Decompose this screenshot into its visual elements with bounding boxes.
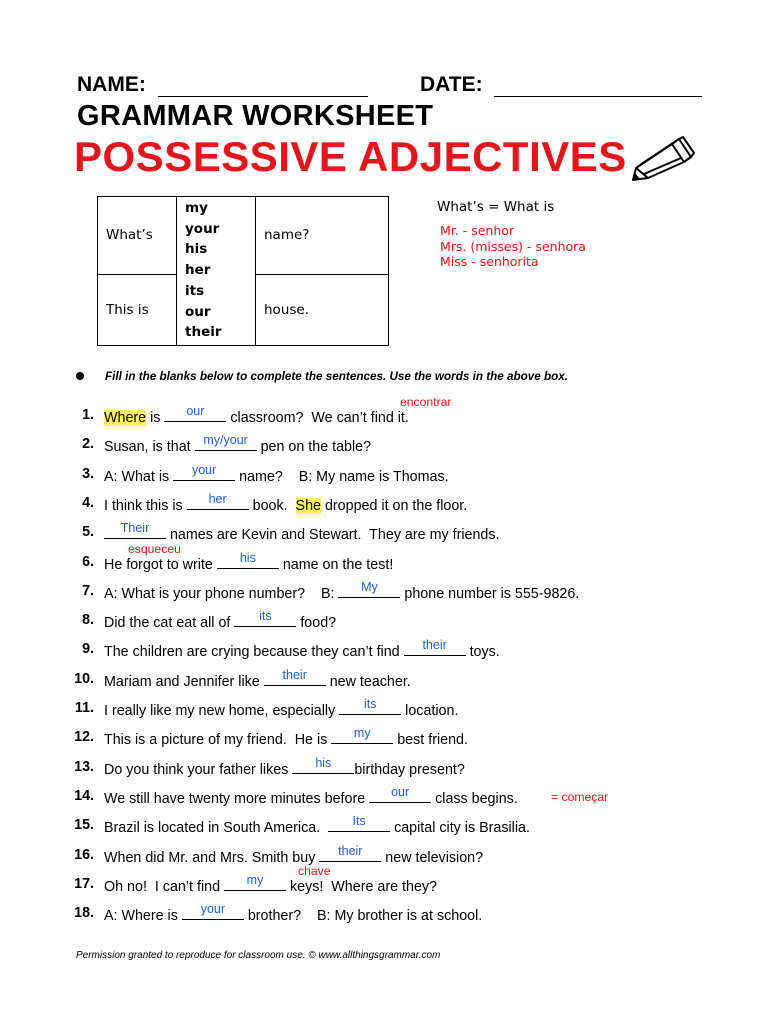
- handwritten-answer: its: [259, 609, 272, 624]
- worksheet-subtitle: POSSESSIVE ADJECTIVES: [74, 133, 627, 180]
- question-text: [104, 638, 500, 661]
- sentence-end: brother? B: My brother is at school.: [243, 908, 483, 925]
- highlighted-word: She: [295, 497, 321, 514]
- sentence-start: Mariam and Jennifer like: [104, 673, 264, 690]
- sentence-start: Susan, is that: [104, 439, 195, 456]
- question-text: [104, 609, 337, 632]
- question-number: 5.: [82, 524, 94, 541]
- handwritten-answer: its: [363, 697, 377, 711]
- answer-blank[interactable]: [292, 755, 354, 774]
- answer-blank[interactable]: [164, 404, 226, 422]
- handwritten-answer: Its: [352, 814, 366, 829]
- red-note: Mr. - senhor: [440, 223, 515, 238]
- sentence-end: new teacher.: [325, 673, 411, 690]
- sentence-start: Oh no! I can’t find: [104, 878, 225, 895]
- question-number: 2.: [82, 436, 94, 453]
- answer-blank[interactable]: [339, 697, 401, 715]
- question-number: 14.: [74, 787, 94, 804]
- answer-blank[interactable]: [217, 550, 279, 569]
- handwritten-answer: our: [391, 784, 410, 799]
- question-text: [104, 902, 483, 925]
- handwritten-answer: your: [191, 462, 217, 477]
- bullet: [76, 372, 84, 380]
- word-item: her: [185, 262, 211, 279]
- question-number: 3.: [82, 465, 94, 482]
- date-line: [494, 76, 702, 97]
- question-number: 15.: [74, 817, 94, 834]
- handwritten-answer: their: [338, 843, 363, 858]
- sentence-start: This is a picture of my friend. He is: [104, 732, 332, 749]
- name-line: [158, 76, 368, 97]
- question-row: [0, 726, 768, 749]
- sentence-start: A: What is your phone number? B:: [104, 585, 339, 602]
- question-number: 10.: [74, 670, 94, 687]
- answer-blank[interactable]: [187, 491, 249, 510]
- sentence-start: I really like my new home, especially: [104, 703, 340, 719]
- question-text: [104, 579, 580, 602]
- pencil-icon: [632, 134, 696, 182]
- whats-note: What’s = What is: [437, 199, 555, 215]
- handwritten-answer: my: [246, 872, 264, 887]
- sentence-end: food?: [296, 615, 337, 632]
- highlighted-word: Where: [104, 410, 147, 426]
- date-label: DATE:: [420, 73, 483, 96]
- sentence-start: Do you think your father likes: [104, 761, 293, 778]
- word-item: its: [185, 282, 205, 299]
- handwritten-answer: their: [422, 638, 447, 653]
- question-text: [104, 843, 484, 866]
- answer-blank[interactable]: [264, 667, 326, 686]
- question-text: [104, 872, 437, 895]
- table-cell-house: house.: [256, 274, 389, 345]
- red-note: Mrs. (misses) - senhora: [440, 238, 586, 254]
- answer-blank[interactable]: [195, 433, 257, 451]
- sentence-end: name on the test!: [278, 556, 394, 573]
- answer-blank[interactable]: [404, 638, 466, 656]
- question-row: [0, 404, 768, 427]
- sentence-start: A: What is: [104, 468, 174, 485]
- sentence-end: names are Kevin and Stewart. They are my friends.: [166, 527, 500, 544]
- handwritten-answer: his: [239, 550, 256, 565]
- sentence-end: new television?: [381, 849, 484, 866]
- question-number: 13.: [74, 758, 94, 775]
- question-number: 17.: [74, 875, 94, 892]
- question-row: [0, 872, 768, 896]
- sentence-end: phone number is 555-9826.: [400, 585, 580, 602]
- sentence-end: pen on the table?: [256, 439, 372, 456]
- worksheet-title: GRAMMAR WORKSHEET: [77, 100, 434, 132]
- question-row: [0, 638, 768, 661]
- word-item: your: [185, 220, 220, 237]
- sentence-start: When did Mr. and Mrs. Smith buy: [104, 849, 320, 866]
- sentence-start: He forgot to write: [104, 556, 217, 573]
- sentence-end: class begins.: [431, 790, 518, 807]
- sentence-start: A: Where is: [104, 908, 182, 925]
- question-number: 1.: [82, 407, 94, 423]
- handwritten-answer: Their: [120, 521, 150, 536]
- annotation-encontrar: encontrar: [400, 395, 452, 409]
- date-field: [420, 73, 702, 97]
- answer-blank[interactable]: [328, 814, 390, 832]
- question-text: [104, 404, 409, 426]
- question-number: 16.: [74, 846, 94, 863]
- answer-blank[interactable]: [234, 609, 296, 627]
- question-text: [104, 726, 468, 749]
- answer-blank[interactable]: [224, 872, 286, 891]
- question-row: [0, 433, 768, 456]
- answer-blank[interactable]: [173, 462, 235, 481]
- handwritten-answer: his: [315, 755, 332, 770]
- annotation-esqueceu: esqueceu: [128, 542, 181, 556]
- sentence-end: keys! Where are they?: [286, 878, 437, 895]
- question-number: 9.: [82, 641, 94, 658]
- question-number: 8.: [82, 612, 94, 629]
- handwritten-answer: my: [353, 726, 371, 741]
- sentence-end: best friend.: [393, 732, 468, 749]
- question-row: [0, 521, 768, 544]
- question-number: 18.: [74, 905, 94, 922]
- question-text: [104, 697, 459, 719]
- sentence-end: toys.: [465, 644, 500, 661]
- question-row: [0, 609, 768, 632]
- red-note: Miss - senhorita: [440, 254, 539, 269]
- question-text: [104, 814, 530, 837]
- question-row: [0, 667, 768, 691]
- handwritten-answer: their: [282, 667, 307, 682]
- instructions: Fill in the blanks below to complete the sentences. Use the words in the above box.: [105, 370, 569, 383]
- question-text: [104, 521, 500, 544]
- question-number: 4.: [82, 494, 94, 511]
- possessive-table: [97, 196, 389, 346]
- sentence-end: birthday present?: [354, 761, 465, 778]
- sentence-end: location.: [401, 703, 459, 719]
- word-item: my: [185, 200, 208, 216]
- sentence-start: is: [146, 410, 165, 426]
- answer-blank[interactable]: [319, 843, 381, 862]
- question-row: [0, 579, 768, 603]
- question-number: 11.: [74, 700, 94, 716]
- answer-blank[interactable]: [182, 902, 244, 920]
- question-text: [104, 550, 394, 573]
- annotation-comecar: = começar: [551, 790, 609, 804]
- question-row: [0, 697, 768, 720]
- question-text: [104, 433, 372, 456]
- question-row: [0, 814, 768, 837]
- name-field: [77, 73, 368, 97]
- sentence-start: Brazil is located in South America.: [104, 820, 329, 837]
- question-row: [0, 550, 768, 574]
- sentence-end: name? B: My name is Thomas.: [235, 468, 449, 485]
- question-text: [104, 462, 449, 485]
- table-cell-name: name?: [256, 197, 389, 275]
- question-number: 7.: [82, 582, 94, 599]
- handwritten-answer: our: [186, 404, 205, 418]
- question-row: [0, 462, 768, 486]
- sentence-start: The children are crying because they can’t find: [104, 644, 404, 661]
- question-row: [0, 784, 768, 808]
- sentence-end: capital city is Brasilia.: [390, 820, 530, 837]
- question-row: [0, 902, 768, 925]
- name-label: NAME:: [77, 73, 146, 96]
- annotation-chave: chave: [298, 864, 331, 878]
- question-row: [0, 843, 768, 867]
- word-list: [177, 197, 256, 346]
- sentence-end: book.: [248, 497, 296, 514]
- question-text: [104, 784, 518, 807]
- question-text: [104, 667, 411, 690]
- question-number: 12.: [74, 729, 94, 746]
- answer-blank[interactable]: [338, 579, 400, 598]
- table-cell-whats: What’s: [98, 197, 177, 275]
- sentence-end: dropped it on the floor.: [321, 497, 468, 514]
- handwritten-answer: My: [361, 579, 378, 594]
- sentence-start: I think this is: [104, 497, 187, 514]
- word-item: their: [185, 324, 222, 341]
- handwritten-answer: her: [208, 491, 227, 506]
- question-row: [0, 755, 768, 779]
- notes: [437, 199, 586, 270]
- sentence-start: We still have twenty more minutes before: [104, 790, 370, 807]
- question-number: 6.: [82, 553, 94, 570]
- word-item: our: [185, 303, 211, 320]
- question-text: [104, 491, 468, 514]
- question-row: [0, 491, 768, 515]
- footer: Permission granted to reproduce for classroom use. © www.allthingsgrammar.com: [76, 950, 441, 961]
- table-cell-this-is: This is: [98, 274, 177, 345]
- answer-blank[interactable]: [331, 726, 393, 744]
- answer-blank[interactable]: [104, 521, 166, 539]
- answer-blank[interactable]: [369, 784, 431, 803]
- sentence-end: classroom? We can’t find it.: [226, 410, 409, 426]
- word-item: his: [185, 241, 208, 258]
- sentence-start: Did the cat eat all of: [104, 615, 235, 632]
- handwritten-answer: your: [200, 902, 226, 917]
- question-text: [104, 755, 465, 778]
- handwritten-answer: my/your: [203, 433, 248, 448]
